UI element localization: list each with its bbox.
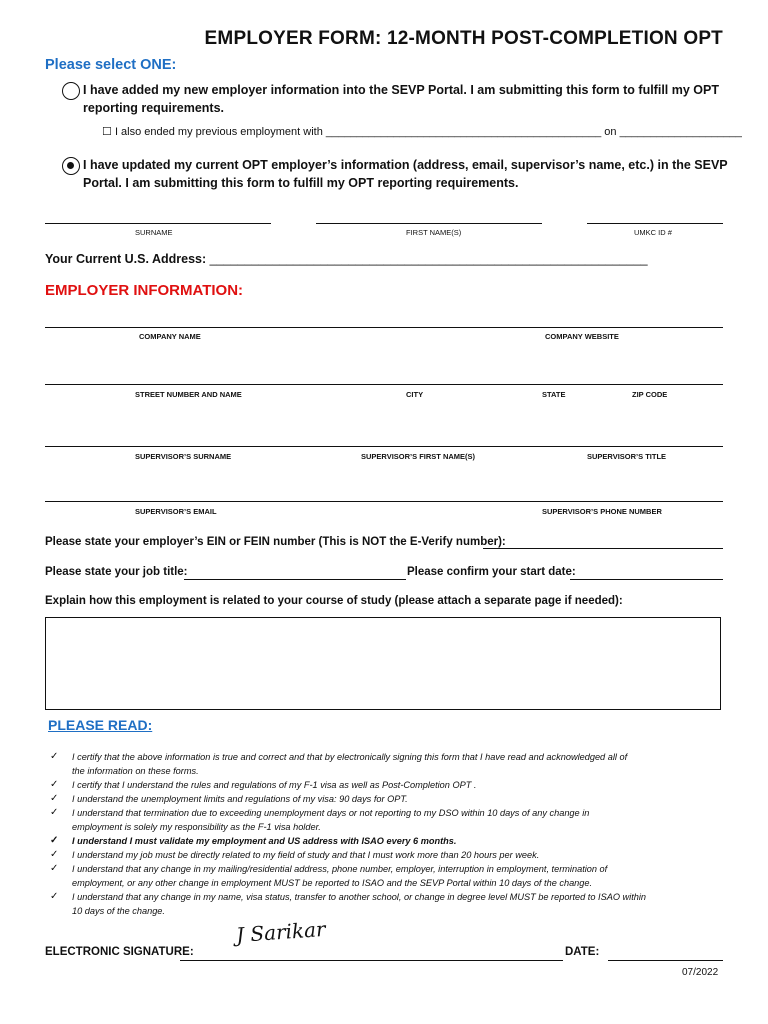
job-title-field[interactable] bbox=[184, 579, 406, 580]
checkmark-icon: ✓ bbox=[50, 779, 59, 790]
please-read-line: I understand that any change in my name, visa status, transfer to another school, or change in degree level MUST be reported to ISAO within bbox=[72, 892, 647, 902]
company-name-caption: COMPANY NAME bbox=[139, 332, 201, 341]
ended-previous-label: I also ended my previous employment with bbox=[114, 126, 323, 138]
start-date-question: Please confirm your start date: bbox=[407, 566, 576, 578]
job-title-question: Please state your job title: bbox=[45, 566, 188, 578]
supervisor-title-caption: SUPERVISOR’S TITLE bbox=[587, 452, 667, 461]
option-new-employer-line1: I have added my new employer information into the SEVP Portal. I am submitting this form to fulfill my OPT bbox=[83, 83, 719, 97]
ended-previous-checkbox[interactable]: ☐ bbox=[102, 126, 112, 138]
supervisor-name-line[interactable] bbox=[45, 446, 723, 447]
option-updated-employer-line2: Portal. I am submitting this form to fulfill my OPT reporting requirements. bbox=[83, 176, 519, 190]
supervisor-email-caption: SUPERVISOR’S EMAIL bbox=[135, 507, 217, 516]
company-website-caption: COMPANY WEBSITE bbox=[545, 332, 619, 341]
supervisor-contact-line[interactable] bbox=[45, 501, 723, 502]
please-read-line: I understand I must validate my employment and US address with ISAO every 6 months. bbox=[72, 836, 457, 846]
employer-info-heading: EMPLOYER INFORMATION: bbox=[45, 282, 244, 299]
checkmark-icon: ✓ bbox=[50, 751, 59, 762]
explain-textarea[interactable] bbox=[45, 617, 721, 710]
supervisor-surname-caption: SUPERVISOR’S SURNAME bbox=[135, 452, 232, 461]
checkmark-icon: ✓ bbox=[50, 891, 59, 902]
umkc-id-field[interactable] bbox=[587, 223, 723, 224]
checkmark-icon: ✓ bbox=[50, 863, 59, 874]
radio-selected-dot bbox=[67, 162, 74, 169]
previous-employer-field[interactable]: _____________________________________________ bbox=[325, 126, 602, 138]
company-line[interactable] bbox=[45, 327, 723, 328]
signature-field[interactable] bbox=[180, 960, 563, 961]
ein-question: Please state your employer’s EIN or FEIN number (This is NOT the E-Verify number): bbox=[45, 536, 506, 548]
please-read-line: I understand that any change in my mailing/residential address, phone number, employer, interruption in employment, termination of bbox=[72, 864, 608, 874]
ended-previous-employment-row bbox=[102, 125, 742, 138]
please-read-text bbox=[72, 848, 730, 862]
address-line[interactable] bbox=[45, 384, 723, 385]
please-read-text bbox=[72, 750, 730, 778]
please-read-line: I understand the unemployment limits and regulations of my visa: 90 days for OPT. bbox=[72, 794, 408, 804]
city-caption: CITY bbox=[406, 390, 424, 399]
date-field[interactable] bbox=[608, 960, 723, 961]
ein-field[interactable] bbox=[483, 548, 723, 549]
explain-question: Explain how this employment is related to your course of study (please attach a separate page if needed): bbox=[45, 595, 623, 607]
address-label: Your Current U.S. Address: bbox=[45, 252, 207, 266]
please-read-text bbox=[72, 890, 730, 918]
option-updated-employer-radio[interactable] bbox=[62, 157, 80, 175]
start-date-field[interactable] bbox=[570, 579, 723, 580]
checkmark-icon: ✓ bbox=[50, 849, 59, 860]
please-read-line: employment, or any other change in employment MUST be reported to ISAO and the SEVP Portal within 10 days of the change. bbox=[72, 878, 593, 888]
checkmark-icon: ✓ bbox=[50, 835, 59, 846]
signature-label: ELECTRONIC SIGNATURE: bbox=[45, 946, 194, 958]
option-new-employer-radio[interactable] bbox=[62, 82, 80, 100]
please-read-text bbox=[72, 806, 730, 834]
option-new-employer-line2: reporting requirements. bbox=[83, 101, 224, 115]
supervisor-first-caption: SUPERVISOR’S FIRST NAME(S) bbox=[361, 452, 476, 461]
please-read-line: the information on these forms. bbox=[72, 766, 199, 776]
please-read-text bbox=[72, 862, 730, 890]
address-row bbox=[45, 252, 648, 266]
state-caption: STATE bbox=[542, 390, 566, 399]
end-date-field[interactable]: ____________________ bbox=[619, 126, 742, 138]
revision-date: 07/2022 bbox=[682, 967, 719, 978]
please-read-text bbox=[72, 834, 730, 848]
checkmark-icon: ✓ bbox=[50, 807, 59, 818]
supervisor-phone-caption: SUPERVISOR’S PHONE NUMBER bbox=[542, 507, 662, 516]
surname-field[interactable] bbox=[45, 223, 271, 224]
please-read-line: I understand my job must be directly related to my field of study and that I must work more than 20 hours per week. bbox=[72, 850, 540, 860]
first-name-caption: FIRST NAME(S) bbox=[406, 228, 462, 237]
please-read-line: I certify that the above information is true and correct and that by electronically signing this form that I have read and acknowledged all of bbox=[72, 752, 628, 762]
first-name-field[interactable] bbox=[316, 223, 542, 224]
please-read-heading: PLEASE READ: bbox=[48, 717, 153, 733]
checkmark-icon: ✓ bbox=[50, 793, 59, 804]
umkc-id-caption: UMKC ID # bbox=[634, 228, 672, 237]
please-read-text bbox=[72, 778, 730, 792]
form-title: EMPLOYER FORM: 12-MONTH POST-COMPLETION OPT bbox=[204, 28, 723, 49]
option-updated-employer-line1: I have updated my current OPT employer’s information (address, email, supervisor’s name, etc.) in the SEVP bbox=[83, 158, 728, 172]
please-read-line: 10 days of the change. bbox=[72, 906, 165, 916]
on-label: on bbox=[604, 126, 617, 138]
address-field[interactable]: _______________________________________________________________ bbox=[209, 252, 648, 266]
please-read-text bbox=[72, 792, 730, 806]
street-caption: STREET NUMBER AND NAME bbox=[135, 390, 242, 399]
please-read-line: I certify that I understand the rules and regulations of my F-1 visa as well as Post-Completion OPT . bbox=[72, 780, 477, 790]
zip-caption: ZIP CODE bbox=[632, 390, 668, 399]
please-read-line: I understand that termination due to exceeding unemployment days or not reporting to my DSO within 10 days of any change in bbox=[72, 808, 590, 818]
surname-caption: SURNAME bbox=[135, 228, 173, 237]
handwritten-signature: J Sarikar bbox=[235, 916, 327, 948]
select-one-prompt: Please select ONE: bbox=[45, 57, 177, 73]
date-label: DATE: bbox=[565, 946, 600, 958]
please-read-line: employment is solely my responsibility as the F-1 visa holder. bbox=[72, 822, 321, 832]
